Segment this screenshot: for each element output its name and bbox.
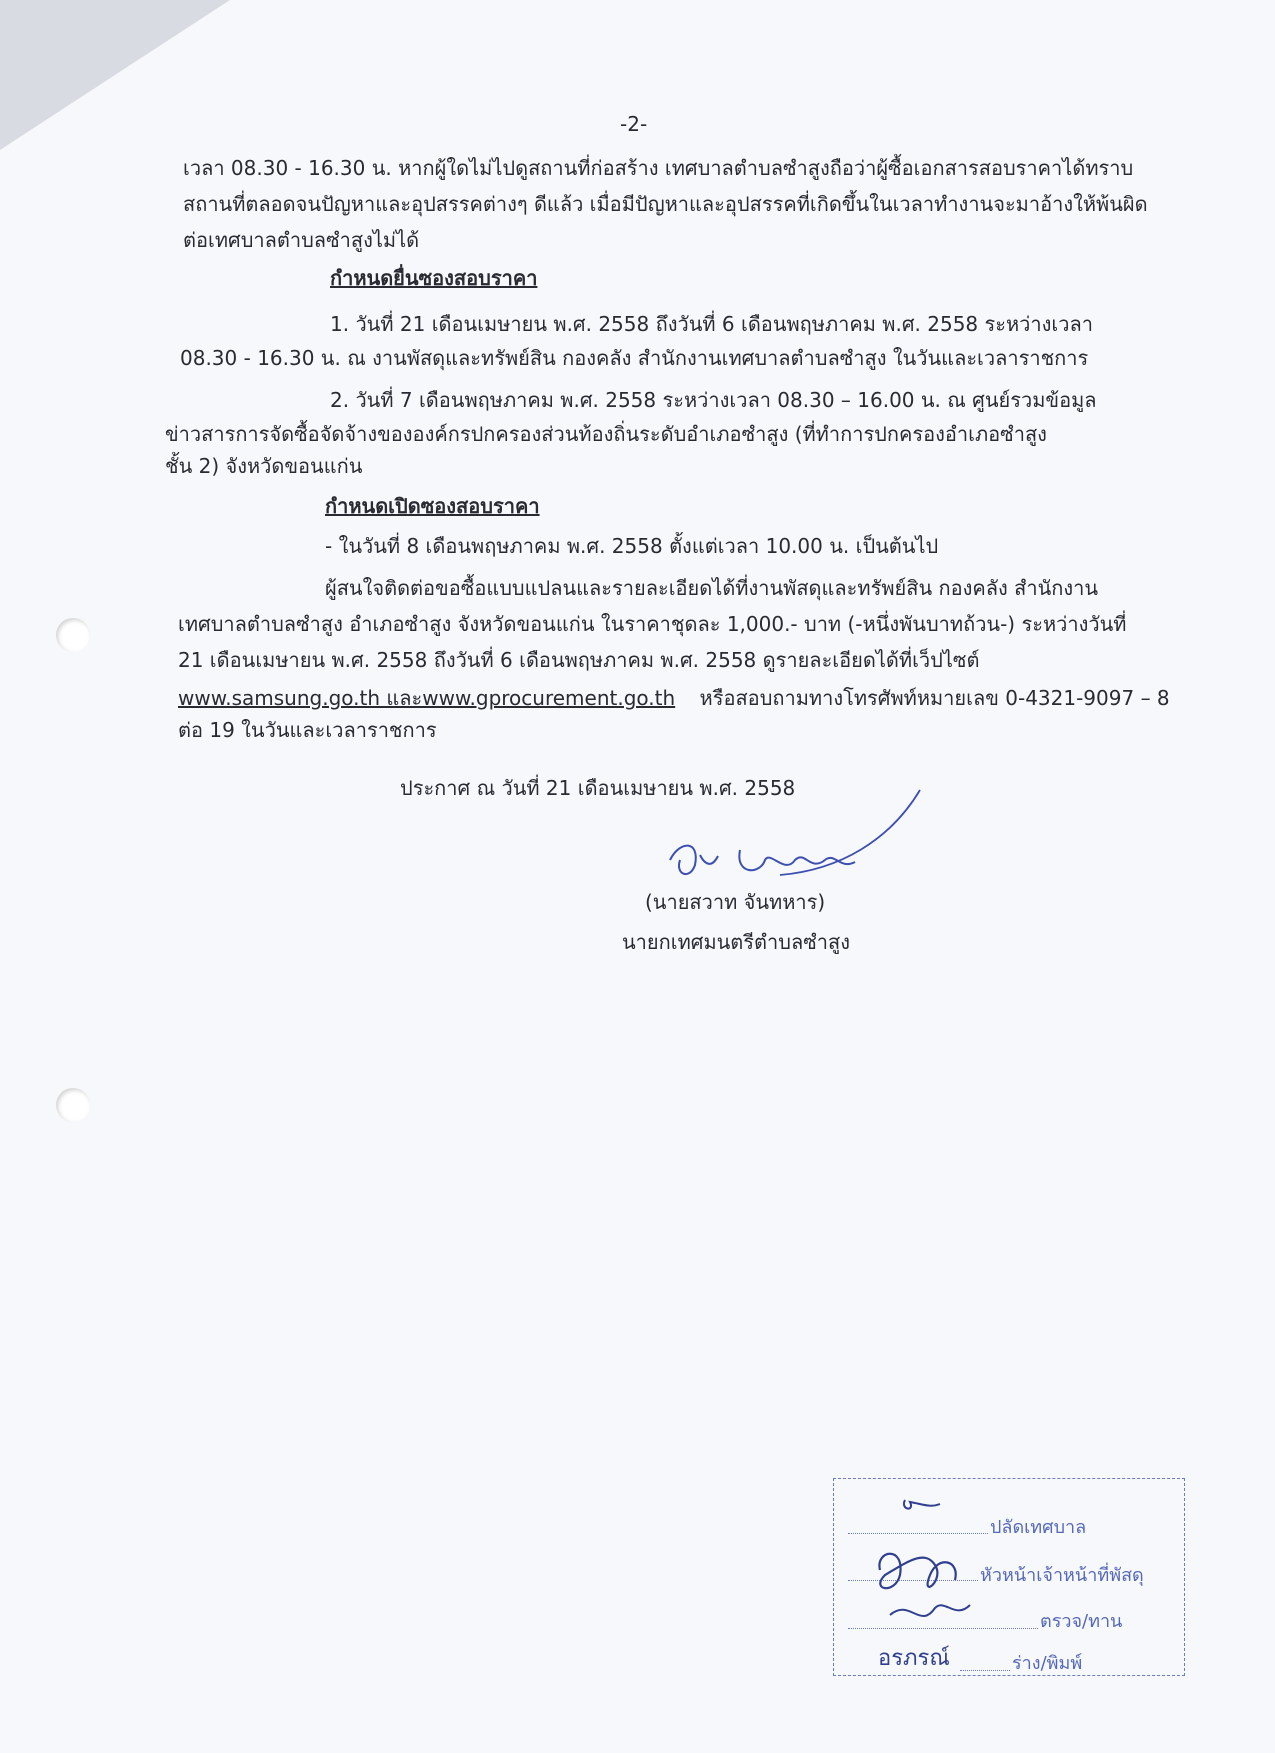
signature-mark bbox=[660, 780, 930, 890]
website-links[interactable]: www.samsung.go.th และwww.gprocurement.go.th bbox=[178, 686, 676, 710]
body-line: 1. วันที่ 21 เดือนเมษายน พ.ศ. 2558 ถึงวันที่ 6 เดือนพฤษภาคม พ.ศ. 2558 ระหว่างเวลา bbox=[330, 312, 1093, 336]
folded-corner bbox=[0, 0, 230, 150]
announcement-date: ประกาศ ณ วันที่ 21 เดือนเมษายน พ.ศ. 2558 bbox=[400, 776, 796, 800]
stamp-row-label: หัวหน้าเจ้าหน้าที่พัสดุ bbox=[980, 1565, 1144, 1586]
body-line: 21 เดือนเมษายน พ.ศ. 2558 ถึงวันที่ 6 เดือนพฤษภาคม พ.ศ. 2558 ดูรายละเอียดได้ที่เว็ปไซต์ bbox=[178, 648, 980, 672]
body-line: - ในวันที่ 8 เดือนพฤษภาคม พ.ศ. 2558 ตั้งแต่เวลา 10.00 น. เป็นต้นไป bbox=[325, 534, 939, 558]
section-heading-submission: กำหนดยื่นซองสอบราคา bbox=[330, 266, 538, 290]
page-number: -2- bbox=[620, 112, 648, 136]
punch-hole bbox=[56, 618, 90, 652]
stamp-handwritten-name: อรภรณ์ bbox=[878, 1646, 950, 1671]
stamp-dotted-line bbox=[960, 1670, 1010, 1671]
signer-name: (นายสวาท จันทหาร) bbox=[645, 890, 826, 914]
body-line: เทศบาลตำบลซำสูง อำเภอซำสูง จังหวัดขอนแก่น ในราคาชุดละ 1,000.- บาท (-หนึ่งพันบาทถ้วน-) ระหว่างวันที่ bbox=[178, 612, 1127, 636]
body-line: ต่อ 19 ในวันและเวลาราชการ bbox=[178, 718, 437, 742]
initials-marks bbox=[860, 1480, 1010, 1640]
body-line: 2. วันที่ 7 เดือนพฤษภาคม พ.ศ. 2558 ระหว่างเวลา 08.30 – 16.00 น. ณ ศูนย์รวมข้อมูล bbox=[330, 388, 1097, 412]
body-line-contact bbox=[178, 682, 1170, 714]
body-line: เวลา 08.30 - 16.30 น. หากผู้ใดไม่ไปดูสถานที่ก่อสร้าง เทศบาลตำบลซำสูงถือว่าผู้ซื้อเอกสารสอบราคาได้ทราบ bbox=[183, 156, 1134, 180]
stamp-row-label: ร่าง/พิมพ์ bbox=[1012, 1653, 1083, 1674]
body-line: สถานที่ตลอดจนปัญหาและอุปสรรคต่างๆ ดีแล้ว เมื่อมีปัญหาและอุปสรรคที่เกิดขึ้นในเวลาทำงานจะมาอ้างให้พ้นผิด bbox=[183, 192, 1148, 216]
stamp-row-label: ตรวจ/ทาน bbox=[1040, 1611, 1123, 1632]
body-line: ข่าวสารการจัดซื้อจัดจ้างขององค์กรปกครองส่วนท้องถิ่นระดับอำเภอซำสูง (ที่ทำการปกครองอำเภอซำสูง bbox=[165, 422, 1047, 446]
body-line: ผู้สนใจติดต่อขอซื้อแบบแปลนและรายละเอียดได้ที่งานพัสดุและทรัพย์สิน กองคลัง สำนักงาน bbox=[325, 576, 1099, 600]
contact-phone-text: หรือสอบถามทางโทรศัพท์หมายเลข 0-4321-9097 – 8 bbox=[699, 686, 1170, 710]
punch-hole bbox=[56, 1088, 90, 1122]
body-line: ต่อเทศบาลตำบลซำสูงไม่ได้ bbox=[183, 228, 420, 252]
section-heading-opening: กำหนดเปิดซองสอบราคา bbox=[325, 494, 540, 518]
stamp-row-label: ปลัดเทศบาล bbox=[990, 1517, 1087, 1538]
signer-title: นายกเทศมนตรีตำบลซำสูง bbox=[622, 930, 850, 954]
body-line: 08.30 - 16.30 น. ณ งานพัสดุและทรัพย์สิน กองคลัง สำนักงานเทศบาลตำบลซำสูง ในวันและเวลาราชการ bbox=[180, 346, 1089, 370]
body-line: ชั้น 2) จังหวัดขอนแก่น bbox=[165, 454, 363, 478]
